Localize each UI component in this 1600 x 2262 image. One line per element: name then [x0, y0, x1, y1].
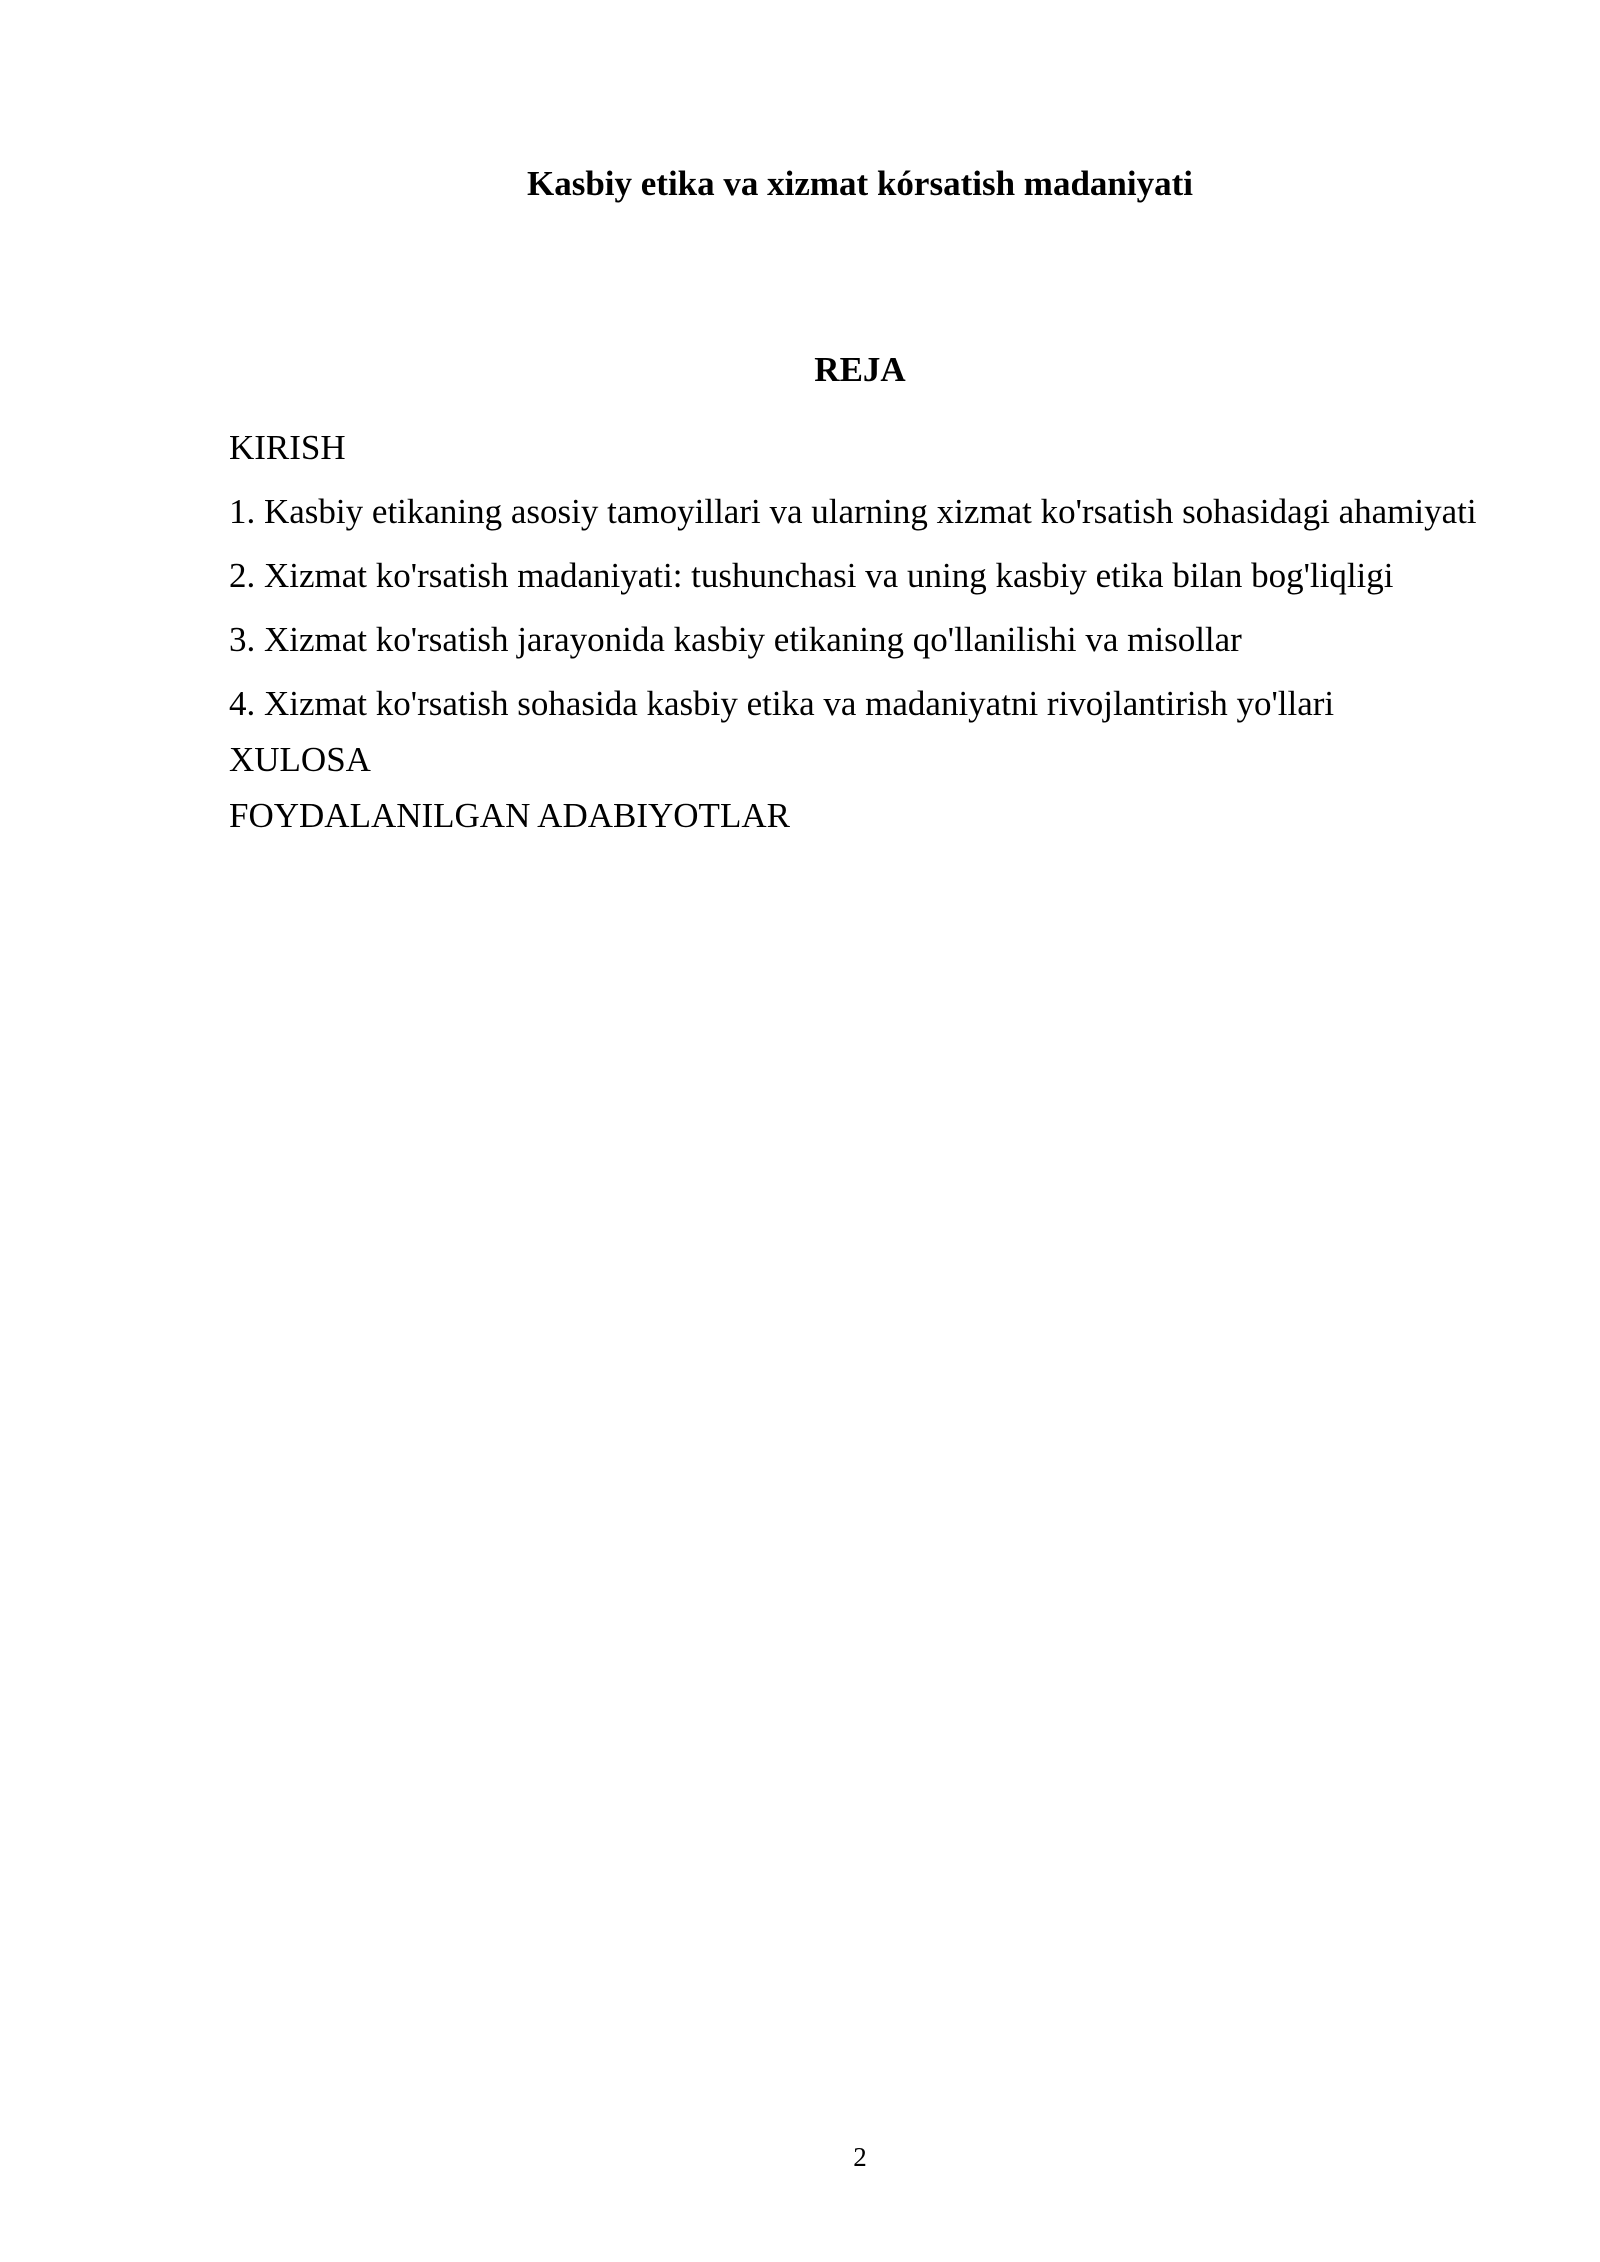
page-number: 2 [853, 2142, 867, 2172]
toc-item-2: 2. Xizmat ko'rsatish madaniyati: tushunchasi va uning kasbiy etika bilan bog'liqligi [229, 556, 1394, 595]
toc-item-intro: KIRISH [229, 428, 346, 467]
toc-item-4: 4. Xizmat ko'rsatish sohasida kasbiy etika va madaniyatni rivojlantirish yo'llari [229, 684, 1335, 723]
toc-item-conclusion: XULOSA [229, 740, 371, 779]
toc-item-3: 3. Xizmat ko'rsatish jarayonida kasbiy etikaning qo'llanilishi va misollar [229, 620, 1242, 659]
toc-item-references: FOYDALANILGAN ADABIYOTLAR [229, 796, 790, 835]
toc-item-1: 1. Kasbiy etikaning asosiy tamoyillari va ularning xizmat ko'rsatish sohasidagi ahamiyati [229, 492, 1477, 531]
table-of-contents [229, 420, 1529, 844]
document-title: Kasbiy etika va xizmat kórsatish madaniyati [526, 164, 1193, 203]
plan-heading: REJA [814, 350, 906, 389]
